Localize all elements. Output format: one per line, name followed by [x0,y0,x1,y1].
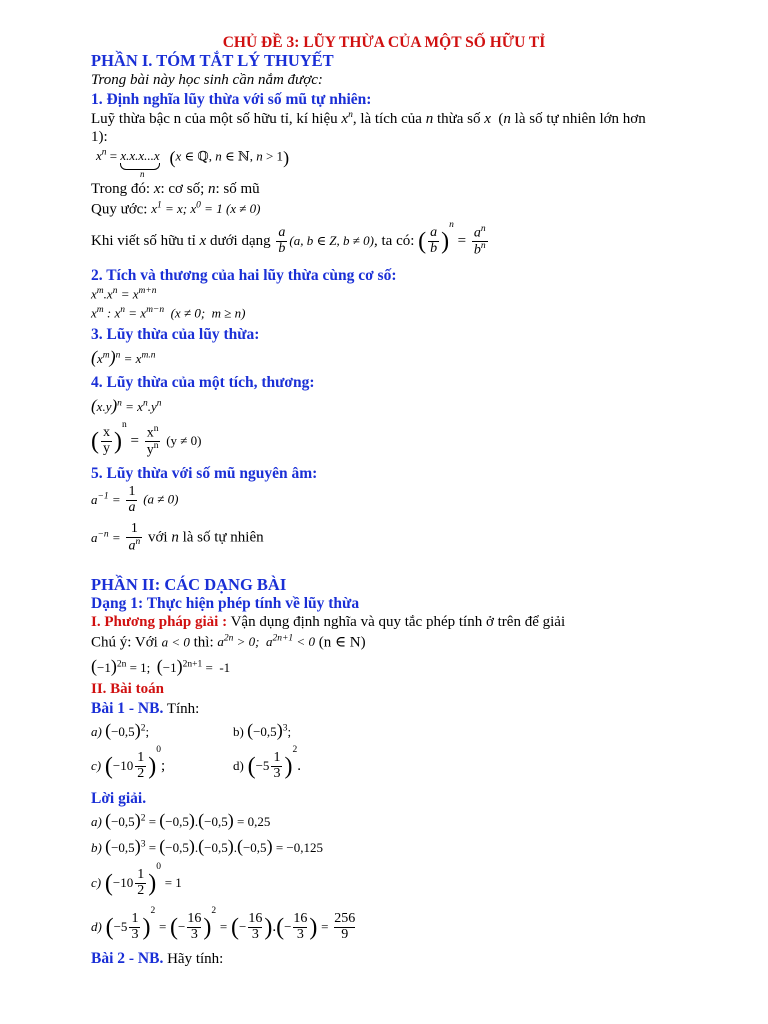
solution-c: c) (−10 $\frac{1}{2}$ )$^0$ = 1 [91,862,182,899]
problem2-line [91,950,223,968]
base-label: : cơ số; [160,181,205,197]
solution-d: d) (−5 $\frac{1}{3}$ )$^2$ = (− $\frac{16}{3}$ )$^2$ = (− $\frac{16}{3}$ ).(− $\frac{16}{3}$ ) = $\frac{256}{9}$ [91,906,356,943]
result-b: −0,125 [286,840,323,855]
note-label: Chú ý: Với [91,634,158,651]
product-rule: $x^m.x^n = x^{m+n}$ [91,286,157,302]
form1-heading: Dạng 1: Thực hiện phép tính về lũy thừa [91,595,360,612]
with-label: với [147,529,168,546]
method-label: I. Phương pháp giải : [91,614,228,630]
problem2-task: Hãy tính: [167,951,224,967]
section5-heading: 5. Lũy thừa với số mũ nguyên âm: [91,465,318,482]
problem1-items-cd: c) (−10 $\frac{1}{2}$ )$^0$; d) (−5 $\frac{1}{3}$ )$^2$. [91,745,301,782]
def-text-a: Luỹ thừa bậc n của một số hữu tỉ, kí hiệu [91,111,338,127]
math: n [425,111,434,127]
solution-heading: Lời giải. [91,790,147,807]
definition-formula: $x^n = x.x.x...x$ n (x ∈ ℚ, n ∈ ℕ, n > 1) [96,147,290,180]
negative-power-n: $a^{-n}$ = $\frac{1}{a^n}$ với n là số tự nhiên [91,521,264,554]
convention-line: Quy ước: $x^1 = x$; $x^0 = 1$ (x ≠ 0) [91,201,261,218]
math: $x^n$ [341,110,353,127]
sign-rule: $(-1)^{2n} = 1$; $(-1)^{2n+1} = -1$ [91,656,231,676]
problem1-label: Bài 1 - NB. [91,700,164,717]
exp-label: : số mũ [215,181,260,197]
result-d-num: 256 [334,911,356,927]
method-line [91,614,565,631]
def-text-c: thừa số [436,111,481,127]
write-as2-label: dưới dạng [209,232,271,249]
power-of-power: $(x^m)^n = x^{m.n}$ [91,347,156,367]
section4-heading: 4. Lũy thừa của một tích, thương: [91,374,315,391]
note-line: Chú ý: Với a < 0 thì: $a^{2n} > 0$; $a^{2n+1} < 0$ (n ∈ N) [91,634,366,651]
write-as-label: Khi viết số hữu tỉ [91,232,196,249]
problem1-task: Tính: [166,701,200,717]
definition-line1: Luỹ thừa bậc n của một số hữu tỉ, kí hiệu $x^n$, là tích của n thừa số x (n là số tự nhiên lớn hơn [91,110,646,127]
power-of-product: $(x.y)^n = x^n.y^n$ [91,396,162,415]
convention-label: Quy ước: [91,201,148,218]
part2-heading: PHẦN II: CÁC DẠNG BÀI [91,575,287,594]
problem1-line [91,700,199,718]
natural-label: là số tự nhiên [182,529,264,546]
def-text-d: là số tự nhiên lớn hơn [514,111,646,127]
def-text-b: , là tích của [352,111,422,127]
result-c: 1 [175,875,182,891]
power-of-quotient: ( $\frac{x}{y}$ )$^n$ = $\frac{x^n}{y^n}$ (y ≠ 0) [91,420,202,458]
result-d-den: 9 [334,927,355,943]
section3-heading: 3. Lũy thừa của lũy thừa: [91,326,260,343]
math: n [503,111,511,127]
quotient-rule: $x^m$ : $x^n = x^{m-n}$ (x ≠ 0; m ≥ n) [91,305,246,321]
problems-heading: II. Bài toán [91,681,164,697]
definition-line2: 1): [91,129,108,145]
note2-label: thì: [193,634,214,651]
note-n-label: (n ∈ N) [318,634,366,651]
solution-a: a) $(-0,5)^2 = (-0,5).(-0,5) = 0,25$ [91,810,271,830]
part1-heading: PHẦN I. TÓM TẮT LÝ THUYẾT [91,51,334,70]
section2-heading: 2. Tích và thương của hai lũy thừa cùng cơ số: [91,267,397,284]
negative-power-1: $a^{-1}$ = $\frac{1}{a}$ (a ≠ 0) [91,484,179,515]
method-text: Vận dụng định nghĩa và quy tắc phép tính ở trên để giải [230,614,566,630]
section1-heading: 1. Định nghĩa lũy thừa với số mũ tự nhiên: [91,91,372,108]
problem1-items-ab: a) $(-0,5)^2$; b) $(-0,5)^3$; [91,720,292,740]
math: x [484,111,491,127]
problem2-label: Bài 2 - NB. [91,950,164,967]
document-title: CHỦ ĐỀ 3: LŨY THỪA CỦA MỘT SỐ HỮU TỈ [222,34,546,51]
intro-text: Trong bài này học sinh cần nắm được: [91,72,323,88]
where-label: Trong đó: [91,181,151,197]
we-have-label: , ta có: [374,232,415,249]
where-line: Trong đó: x: cơ số; n: số mũ [91,181,260,197]
solution-b: b) $(-0,5)^3 = (-0,5).(-0,5).(-0,5) = -0,125$ [91,836,323,856]
result-a: 0,25 [247,814,271,829]
fraction-power-line: Khi viết số hữu tỉ x dưới dạng $\frac{a}{b}$ (a, b ∈ Z, b ≠ 0), ta có: ( $\frac{a}{b}$ )$^n$ = $\frac{a^n}{b^n}$ [91,220,486,258]
